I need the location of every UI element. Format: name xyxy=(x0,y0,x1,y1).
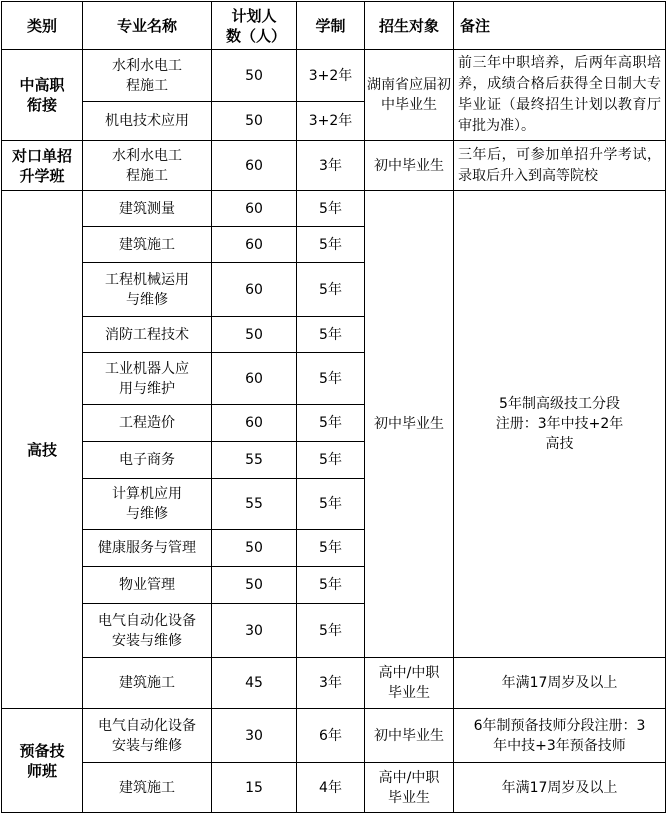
note-cell: 前三年中职培养，后两年高职培养，成绩合格后获得全日制大专毕业证（最终招生计划以教育厅审批为准）。 xyxy=(454,50,666,141)
target-cell: 初中毕业生 xyxy=(365,709,454,763)
major-cell: 物业管理 xyxy=(83,567,212,604)
plan-cell: 30 xyxy=(212,709,297,763)
major-cell: 建筑施工 xyxy=(83,227,212,263)
duration-cell: 3年 xyxy=(297,658,365,709)
plan-cell: 45 xyxy=(212,658,297,709)
duration-cell: 5年 xyxy=(297,530,365,567)
table-row xyxy=(2,191,666,227)
duration-cell: 5年 xyxy=(297,317,365,353)
header-plan: 计划人数（人） xyxy=(212,2,297,50)
plan-cell: 60 xyxy=(212,405,297,442)
plan-cell: 60 xyxy=(212,353,297,405)
note-cell: 年满17周岁及以上 xyxy=(454,763,666,813)
plan-cell: 55 xyxy=(212,442,297,479)
table-row xyxy=(2,709,666,763)
duration-cell: 3+2年 xyxy=(297,50,365,102)
major-cell: 建筑测量 xyxy=(83,191,212,227)
plan-cell: 15 xyxy=(212,763,297,813)
header-row xyxy=(2,2,666,50)
duration-cell: 6年 xyxy=(297,709,365,763)
duration-cell: 5年 xyxy=(297,479,365,530)
major-cell: 健康服务与管理 xyxy=(83,530,212,567)
major-cell: 建筑施工 xyxy=(83,763,212,813)
table-row xyxy=(2,763,666,813)
plan-cell: 60 xyxy=(212,141,297,191)
duration-cell: 5年 xyxy=(297,604,365,658)
major-cell: 水利水电工程施工 xyxy=(83,50,212,102)
category-cell: 高技 xyxy=(2,191,83,709)
plan-cell: 50 xyxy=(212,102,297,141)
table-row xyxy=(2,141,666,191)
category-cell: 中高职衔接 xyxy=(2,50,83,141)
duration-cell: 3+2年 xyxy=(297,102,365,141)
target-cell: 初中毕业生 xyxy=(365,141,454,191)
major-cell: 工程造价 xyxy=(83,405,212,442)
plan-cell: 55 xyxy=(212,479,297,530)
duration-cell: 5年 xyxy=(297,227,365,263)
duration-cell: 5年 xyxy=(297,353,365,405)
target-cell: 初中毕业生 xyxy=(365,191,454,658)
table-row xyxy=(2,50,666,102)
category-cell: 对口单招升学班 xyxy=(2,141,83,191)
header-major: 专业名称 xyxy=(83,2,212,50)
header-target: 招生对象 xyxy=(365,2,454,50)
header-category: 类别 xyxy=(2,2,83,50)
major-cell: 水利水电工程施工 xyxy=(83,141,212,191)
major-cell: 电子商务 xyxy=(83,442,212,479)
plan-cell: 50 xyxy=(212,567,297,604)
plan-cell: 30 xyxy=(212,604,297,658)
major-cell: 建筑施工 xyxy=(83,658,212,709)
note-cell: 三年后，可参加单招升学考试，录取后升入到高等院校 xyxy=(454,141,666,191)
major-cell: 计算机应用与维修 xyxy=(83,479,212,530)
target-cell: 高中/中职毕业生 xyxy=(365,658,454,709)
major-cell: 机电技术应用 xyxy=(83,102,212,141)
duration-cell: 5年 xyxy=(297,405,365,442)
header-note: 备注 xyxy=(454,2,666,50)
major-cell: 工程机械运用与维修 xyxy=(83,263,212,317)
duration-cell: 4年 xyxy=(297,763,365,813)
header-duration: 学制 xyxy=(297,2,365,50)
plan-cell: 60 xyxy=(212,227,297,263)
note-cell: 年满17周岁及以上 xyxy=(454,658,666,709)
duration-cell: 5年 xyxy=(297,442,365,479)
duration-cell: 5年 xyxy=(297,263,365,317)
note-cell: 6年制预备技师分段注册：3年中技+3年预备技师 xyxy=(454,709,666,763)
target-cell: 湖南省应届初中毕业生 xyxy=(365,50,454,141)
duration-cell: 3年 xyxy=(297,141,365,191)
plan-cell: 50 xyxy=(212,530,297,567)
table-row xyxy=(2,658,666,709)
target-cell: 高中/中职毕业生 xyxy=(365,763,454,813)
major-cell: 电气自动化设备安装与维修 xyxy=(83,709,212,763)
major-cell: 消防工程技术 xyxy=(83,317,212,353)
plan-cell: 50 xyxy=(212,50,297,102)
plan-cell: 60 xyxy=(212,191,297,227)
enrollment-table xyxy=(1,1,666,813)
note-cell: 5年制高级技工分段注册：3年中技+2年高技 xyxy=(454,191,666,658)
major-cell: 电气自动化设备安装与维修 xyxy=(83,604,212,658)
duration-cell: 5年 xyxy=(297,191,365,227)
major-cell: 工业机器人应用与维护 xyxy=(83,353,212,405)
duration-cell: 5年 xyxy=(297,567,365,604)
category-cell: 预备技师班 xyxy=(2,709,83,813)
plan-cell: 60 xyxy=(212,263,297,317)
plan-cell: 50 xyxy=(212,317,297,353)
